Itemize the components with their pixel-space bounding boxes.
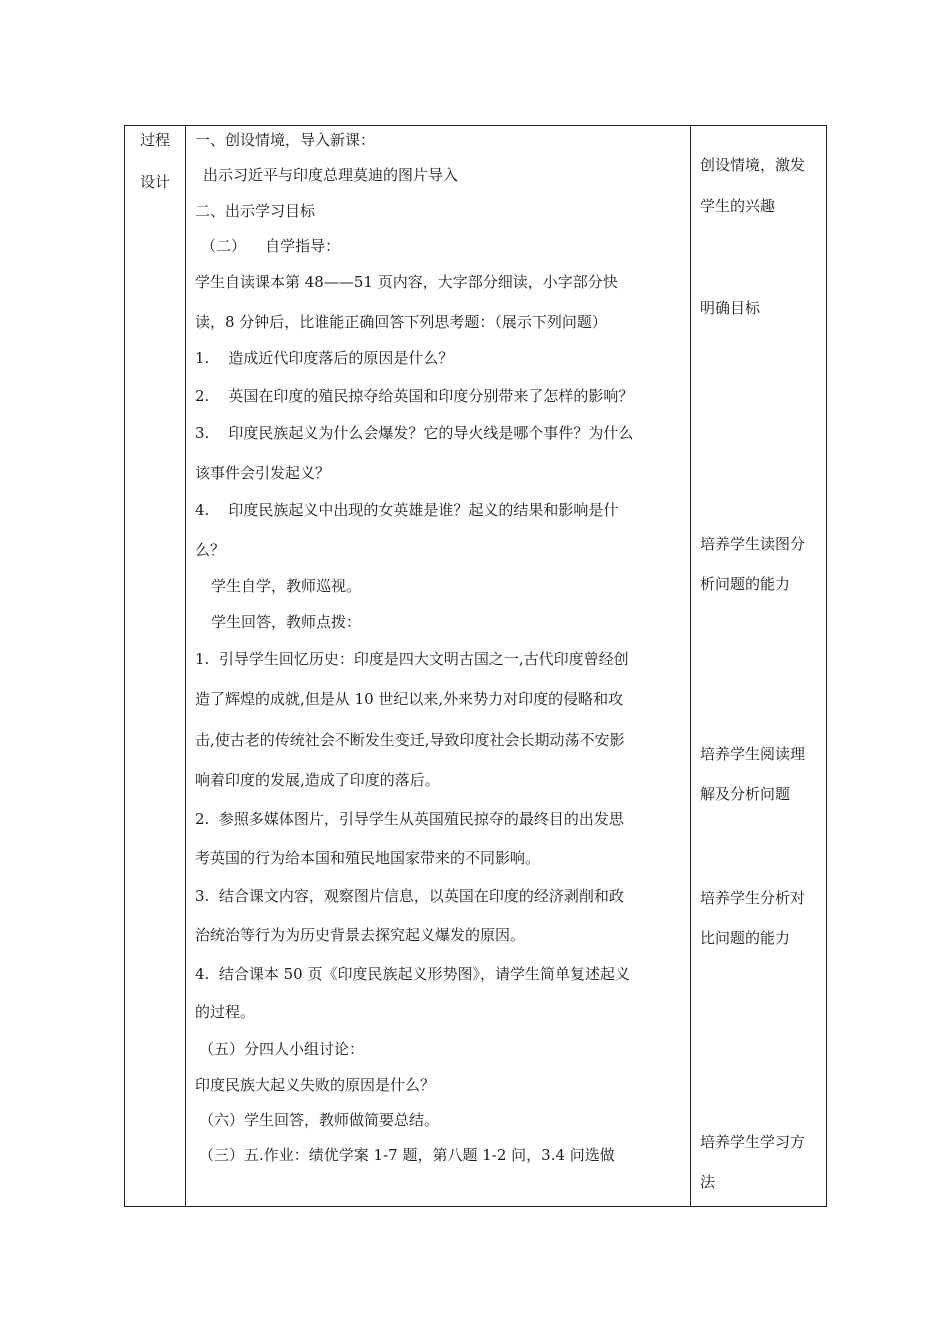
process-line: （六）学生回答，教师做简要总结。 (199, 1111, 440, 1129)
intent-line: 创设情境，激发 (700, 156, 806, 174)
stage-label-line: 设计 (139, 173, 170, 191)
process-line: 出示习近平与印度总理莫迪的图片导入 (203, 166, 459, 184)
intent-line: 培养学生读图分 (700, 535, 806, 553)
intent-line: 培养学生学习方 (700, 1133, 806, 1151)
process-line: 3. 结合课文内容，观察图片信息，以英国在印度的经济剥削和政 (195, 887, 624, 905)
process-line: 学生自学，教师巡视。 (211, 577, 362, 595)
process-line: 学生回答，教师点拨： (211, 613, 362, 631)
intent-line: 明确目标 (700, 299, 761, 317)
process-line: （二） 自学指导： (201, 237, 341, 255)
intent-line: 培养学生分析对 (700, 889, 806, 907)
process-line: 响着印度的发展,造成了印度的落后。 (195, 771, 440, 789)
process-line: 读，8 分钟后，比谁能正确回答下列思考题：（展示下列问题） (195, 313, 607, 331)
process-line: 一、创设情境，导入新课： (195, 131, 376, 149)
process-line: 4. 结合课本 50 页《印度民族起义形势图》，请学生简单复述起义 (195, 965, 630, 983)
process-line: 2. 参照多媒体图片，引导学生从英国殖民掠夺的最终目的出发思 (195, 810, 624, 828)
column-divider (185, 126, 186, 1206)
process-line: 4. 印度民族起义中出现的女英雄是谁？起义的结果和影响是什 (195, 501, 619, 519)
process-line: 1. 引导学生回忆历史：印度是四大文明古国之一,古代印度曾经创 (195, 650, 629, 668)
process-line: 印度民族大起义失败的原因是什么？ (195, 1076, 436, 1094)
process-line: 二、出示学习目标 (195, 202, 316, 220)
column-divider (690, 126, 691, 1206)
stage-label-line: 过程 (139, 131, 170, 149)
process-line: 1. 造成近代印度落后的原因是什么？ (195, 349, 454, 367)
process-line: 该事件会引发起义？ (195, 464, 331, 482)
lesson-plan-table (124, 125, 827, 1207)
process-line: 击,使古老的传统社会不断发生变迁,导致印度社会长期动荡不安影 (195, 731, 625, 749)
intent-line: 培养学生阅读理 (700, 745, 806, 763)
intent-line: 学生的兴趣 (700, 197, 776, 215)
intent-line: 解及分析问题 (700, 785, 791, 803)
process-line: 2. 英国在印度的殖民掠夺给英国和印度分别带来了怎样的影响？ (195, 387, 634, 405)
process-line: 么？ (195, 541, 226, 559)
intent-line: 法 (700, 1173, 716, 1191)
process-line: 的过程。 (195, 1003, 256, 1021)
intent-line: 析问题的能力 (700, 575, 791, 593)
process-line: 3. 印度民族起义为什么会爆发？它的导火线是哪个事件？为什么 (195, 424, 634, 442)
process-line: 治统治等行为为历史背景去探究起义爆发的原因。 (195, 926, 526, 944)
intent-line: 比问题的能力 (700, 929, 791, 947)
process-line: 造了辉煌的成就,但是从 10 世纪以来,外来势力对印度的侵略和攻 (195, 690, 624, 708)
process-line: （三）五.作业：绩优学案 1-7 题，第八题 1-2 问，3.4 问选做 (199, 1146, 615, 1164)
process-line: （五）分四人小组讨论： (199, 1040, 365, 1058)
process-line: 学生自读课本第 48——51 页内容，大字部分细读，小字部分快 (195, 273, 618, 291)
process-line: 考英国的行为给本国和殖民地国家带来的不同影响。 (195, 849, 541, 867)
